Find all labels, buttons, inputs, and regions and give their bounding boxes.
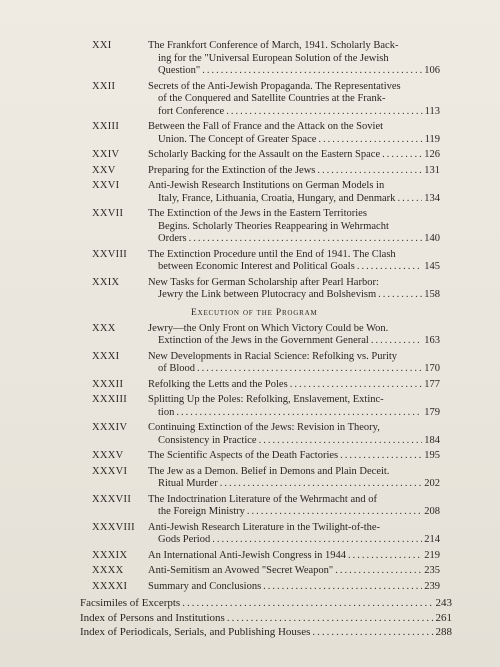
page-number: 208 <box>424 506 440 517</box>
chapter-title-line: Scholarly Backing for the Assault on the Eastern Space <box>148 149 381 160</box>
chapter-title <box>148 394 440 419</box>
chapter-title-last-line <box>148 134 440 147</box>
dot-leader <box>226 106 422 119</box>
back-matter-entry <box>80 611 452 626</box>
chapter-title-line: New Tasks for German Scholarship after Pearl Harbor: <box>148 276 379 288</box>
section-heading: Execution of the Program <box>191 307 318 318</box>
chapter-title-last-line <box>148 233 440 246</box>
dot-leader <box>312 625 433 640</box>
chapter-title-last-line <box>148 149 440 162</box>
chapter-title-last-line <box>148 407 440 420</box>
chapter-number: XXXXI <box>92 580 128 592</box>
chapter-title <box>148 422 440 447</box>
chapter-title-last-line <box>148 478 440 491</box>
toc-entry <box>0 379 500 392</box>
page-number: 134 <box>424 192 440 204</box>
chapter-title <box>148 565 440 578</box>
toc-entry <box>0 121 500 146</box>
page-number: 214 <box>424 534 440 545</box>
page-number: 243 <box>435 597 452 609</box>
chapter-title <box>148 550 440 563</box>
dot-leader <box>189 233 423 246</box>
chapter-title-last-line <box>148 363 440 376</box>
chapter-title-line: Between the Fall of France and the Attack on the Soviet <box>148 121 384 132</box>
page-number: 126 <box>424 149 440 160</box>
chapter-title <box>148 466 440 491</box>
dot-leader <box>227 611 434 626</box>
chapter-number: XXXII <box>92 378 124 390</box>
back-matter-entry <box>80 596 452 611</box>
chapter-title-line: An International Anti-Jewish Congress in 1944 <box>148 549 347 561</box>
page-number: 202 <box>424 478 440 489</box>
chapter-title-last-line <box>148 379 440 392</box>
chapter-title-line: The Frankfort Conference of March, 1941. Scholarly Back- <box>148 40 399 51</box>
chapter-number: XXIV <box>92 149 120 160</box>
chapter-title-line: Continuing Extinction of the Jews: Revision in Theory, <box>148 422 380 433</box>
chapter-number: XXII <box>92 80 116 92</box>
chapter-title <box>148 165 440 178</box>
toc-entry <box>0 422 500 447</box>
chapter-title <box>148 81 440 119</box>
chapter-title-line: The Jew as a Demon. Belief in Demons and Plain Deceit. <box>148 465 390 477</box>
page-number: 179 <box>424 406 440 418</box>
toc-entry <box>0 40 500 78</box>
chapter-title <box>148 581 440 594</box>
chapter-number: XXXIII <box>92 394 128 405</box>
chapter-number: XXXVI <box>92 465 128 477</box>
dot-leader <box>317 165 422 178</box>
page-number: 163 <box>424 335 440 346</box>
chapter-title <box>148 494 440 519</box>
chapter-title <box>148 208 440 246</box>
page-number: 170 <box>424 363 440 374</box>
dot-leader <box>382 149 422 162</box>
chapter-number: XXIII <box>92 121 120 132</box>
chapter-number: XXXV <box>92 450 124 461</box>
chapter-number: XXXVIII <box>92 521 135 533</box>
chapter-title-line: The Indoctrination Literature of the Wehrmacht and of <box>148 493 377 505</box>
toc-entry <box>0 149 500 162</box>
dot-leader <box>371 335 422 348</box>
chapter-number: XXXIX <box>92 549 128 561</box>
chapter-title-last-line <box>148 165 440 178</box>
toc-entry <box>0 494 500 519</box>
page-number: 261 <box>435 611 452 624</box>
dot-leader <box>202 65 422 78</box>
chapter-title <box>148 522 440 547</box>
page-number: 140 <box>424 233 440 244</box>
chapter-title <box>148 121 440 146</box>
chapter-number: XXIX <box>92 276 120 288</box>
chapter-number: XXVII <box>92 208 124 219</box>
page-number: 131 <box>424 164 440 176</box>
dot-leader <box>357 261 422 274</box>
chapter-title-last-line <box>148 335 440 348</box>
toc-entry <box>0 351 500 376</box>
toc-group-a <box>0 40 500 302</box>
chapter-title-line: Anti-Jewish Research Literature in the Twilight-of-the- <box>148 521 381 533</box>
page-number: 158 <box>424 289 440 300</box>
back-matter-label: Facsimiles of Excerpts <box>80 597 181 609</box>
toc-group-b <box>0 323 500 594</box>
chapter-title-line: Summary and Conclusions <box>148 580 262 592</box>
chapter-number: XXXIV <box>92 422 128 433</box>
page-number: 177 <box>424 378 440 390</box>
back-matter-label: Index of Persons and Institutions <box>80 611 225 624</box>
chapter-number: XXV <box>92 164 116 176</box>
chapter-title-line: fort Conference <box>158 105 225 117</box>
chapter-title-last-line <box>148 506 440 519</box>
dot-leader <box>212 534 422 547</box>
chapter-title-line: Jewry the Link between Plutocracy and Bolshevism <box>158 289 377 300</box>
chapter-title-line: The Extinction Procedure until the End of 1941. The Clash <box>148 248 396 260</box>
chapter-title-line: of Blood <box>158 363 196 374</box>
chapter-title-line: Anti-Jewish Research Institutions on German Models in <box>148 180 385 191</box>
chapter-number: XXXI <box>92 350 120 362</box>
chapter-title <box>148 40 440 78</box>
chapter-title-last-line <box>148 581 440 594</box>
chapter-title-last-line <box>148 261 440 274</box>
chapter-title-line: between Economic Interest and Political Goals <box>158 261 355 272</box>
dot-leader <box>378 289 422 302</box>
chapter-title-line: Splitting Up the Poles: Refolking, Enslavement, Extinc- <box>148 394 384 405</box>
toc-entry <box>0 466 500 491</box>
back-matter-entry <box>80 625 452 640</box>
dot-leader <box>176 407 422 420</box>
dot-leader <box>197 363 422 376</box>
page-number: 145 <box>424 261 440 272</box>
chapter-title <box>148 351 440 376</box>
dot-leader <box>397 193 422 206</box>
page-number: 119 <box>424 133 440 145</box>
chapter-title-last-line <box>148 193 440 206</box>
chapter-number: XXI <box>92 40 112 51</box>
page-number: 219 <box>424 549 440 561</box>
page-number: 106 <box>424 65 440 76</box>
chapter-title-line: The Extinction of the Jews in the Eastern Territories <box>148 208 367 219</box>
dot-leader <box>335 565 422 578</box>
chapter-title-line: Question" <box>158 65 201 76</box>
chapter-title-line: tion <box>158 406 175 418</box>
chapter-title-line: Ritual Murder <box>158 478 218 489</box>
page-number: 239 <box>424 580 440 592</box>
page-number: 195 <box>424 450 440 461</box>
chapter-title-line: Gods Period <box>158 534 211 545</box>
chapter-title-line: Union. The Concept of Greater Space <box>158 133 317 145</box>
chapter-title-line: Consistency in Practice <box>158 434 257 446</box>
chapter-title-line: Begins. Scholarly Theories Reappearing in Wehrmacht <box>158 220 389 232</box>
dot-leader <box>263 581 422 594</box>
toc-entry <box>0 180 500 205</box>
dot-leader <box>182 596 433 611</box>
page-number: 113 <box>424 105 440 117</box>
dot-leader <box>259 435 423 448</box>
toc-entry <box>0 581 500 594</box>
chapter-title <box>148 249 440 274</box>
page-number: 184 <box>424 434 440 446</box>
page-number: 235 <box>424 565 440 576</box>
dot-leader <box>220 478 422 491</box>
chapter-title-line: of the Conquered and Satellite Countries at the Frank- <box>158 93 386 104</box>
chapter-title <box>148 323 440 348</box>
chapter-title-line: the Foreign Ministry <box>158 506 245 517</box>
toc-entry <box>0 323 500 348</box>
chapter-title-last-line <box>148 534 440 547</box>
chapter-title-line: Preparing for the Extinction of the Jews <box>148 164 316 176</box>
chapter-number: XXVIII <box>92 248 128 260</box>
toc-entry <box>0 550 500 563</box>
chapter-number: XXXX <box>92 565 124 576</box>
chapter-title-line: Anti-Semitism an Avowed "Secret Weapon" <box>148 565 334 576</box>
chapter-title-last-line <box>148 435 440 448</box>
chapter-title-last-line <box>148 550 440 563</box>
toc-back-matter <box>80 596 452 640</box>
toc-entry <box>0 249 500 274</box>
chapter-number: XXVI <box>92 180 120 191</box>
chapter-title-line: The Scientific Aspects of the Death Factories <box>148 450 339 461</box>
toc-entry <box>0 394 500 419</box>
chapter-title-line: Italy, France, Lithuania, Croatia, Hungary, and Denmark <box>158 192 396 204</box>
table-of-contents <box>0 40 500 640</box>
chapter-title-line: New Developments in Racial Science: Refolking vs. Purity <box>148 350 398 362</box>
chapter-title-line: Jewry—the Only Front on Which Victory Could be Won. <box>148 322 389 334</box>
chapter-number: XXX <box>92 322 116 334</box>
toc-entry <box>0 450 500 463</box>
toc-entry <box>0 522 500 547</box>
chapter-title-line: ing for the "Universal European Solution of the Jewish <box>158 52 389 64</box>
chapter-title <box>148 277 440 302</box>
chapter-title <box>148 450 440 463</box>
toc-entry <box>0 81 500 119</box>
chapter-title-line: Secrets of the Anti-Jewish Propaganda. The Representatives <box>148 80 401 92</box>
chapter-title-last-line <box>148 65 440 78</box>
chapter-title <box>148 180 440 205</box>
chapter-title-line: Orders <box>158 233 187 244</box>
chapter-title-line: Refolking the Letts and the Poles <box>148 378 288 390</box>
chapter-number: XXXVII <box>92 493 132 505</box>
chapter-title-last-line <box>148 289 440 302</box>
toc-entry <box>0 565 500 578</box>
toc-entry <box>0 208 500 246</box>
chapter-title <box>148 149 440 162</box>
toc-entry <box>0 165 500 178</box>
chapter-title-last-line <box>148 565 440 578</box>
dot-leader <box>318 134 422 147</box>
chapter-title <box>148 379 440 392</box>
dot-leader <box>340 450 422 463</box>
back-matter-label: Index of Periodicals, Serials, and Publishing Houses <box>80 626 311 638</box>
chapter-title-line: Extinction of the Jews in the Government General <box>158 335 369 346</box>
page-number: 288 <box>435 626 452 638</box>
dot-leader <box>247 506 422 519</box>
dot-leader <box>348 550 422 563</box>
toc-entry <box>0 277 500 302</box>
chapter-title-last-line <box>148 450 440 463</box>
dot-leader <box>290 379 423 392</box>
chapter-title-last-line <box>148 106 440 119</box>
